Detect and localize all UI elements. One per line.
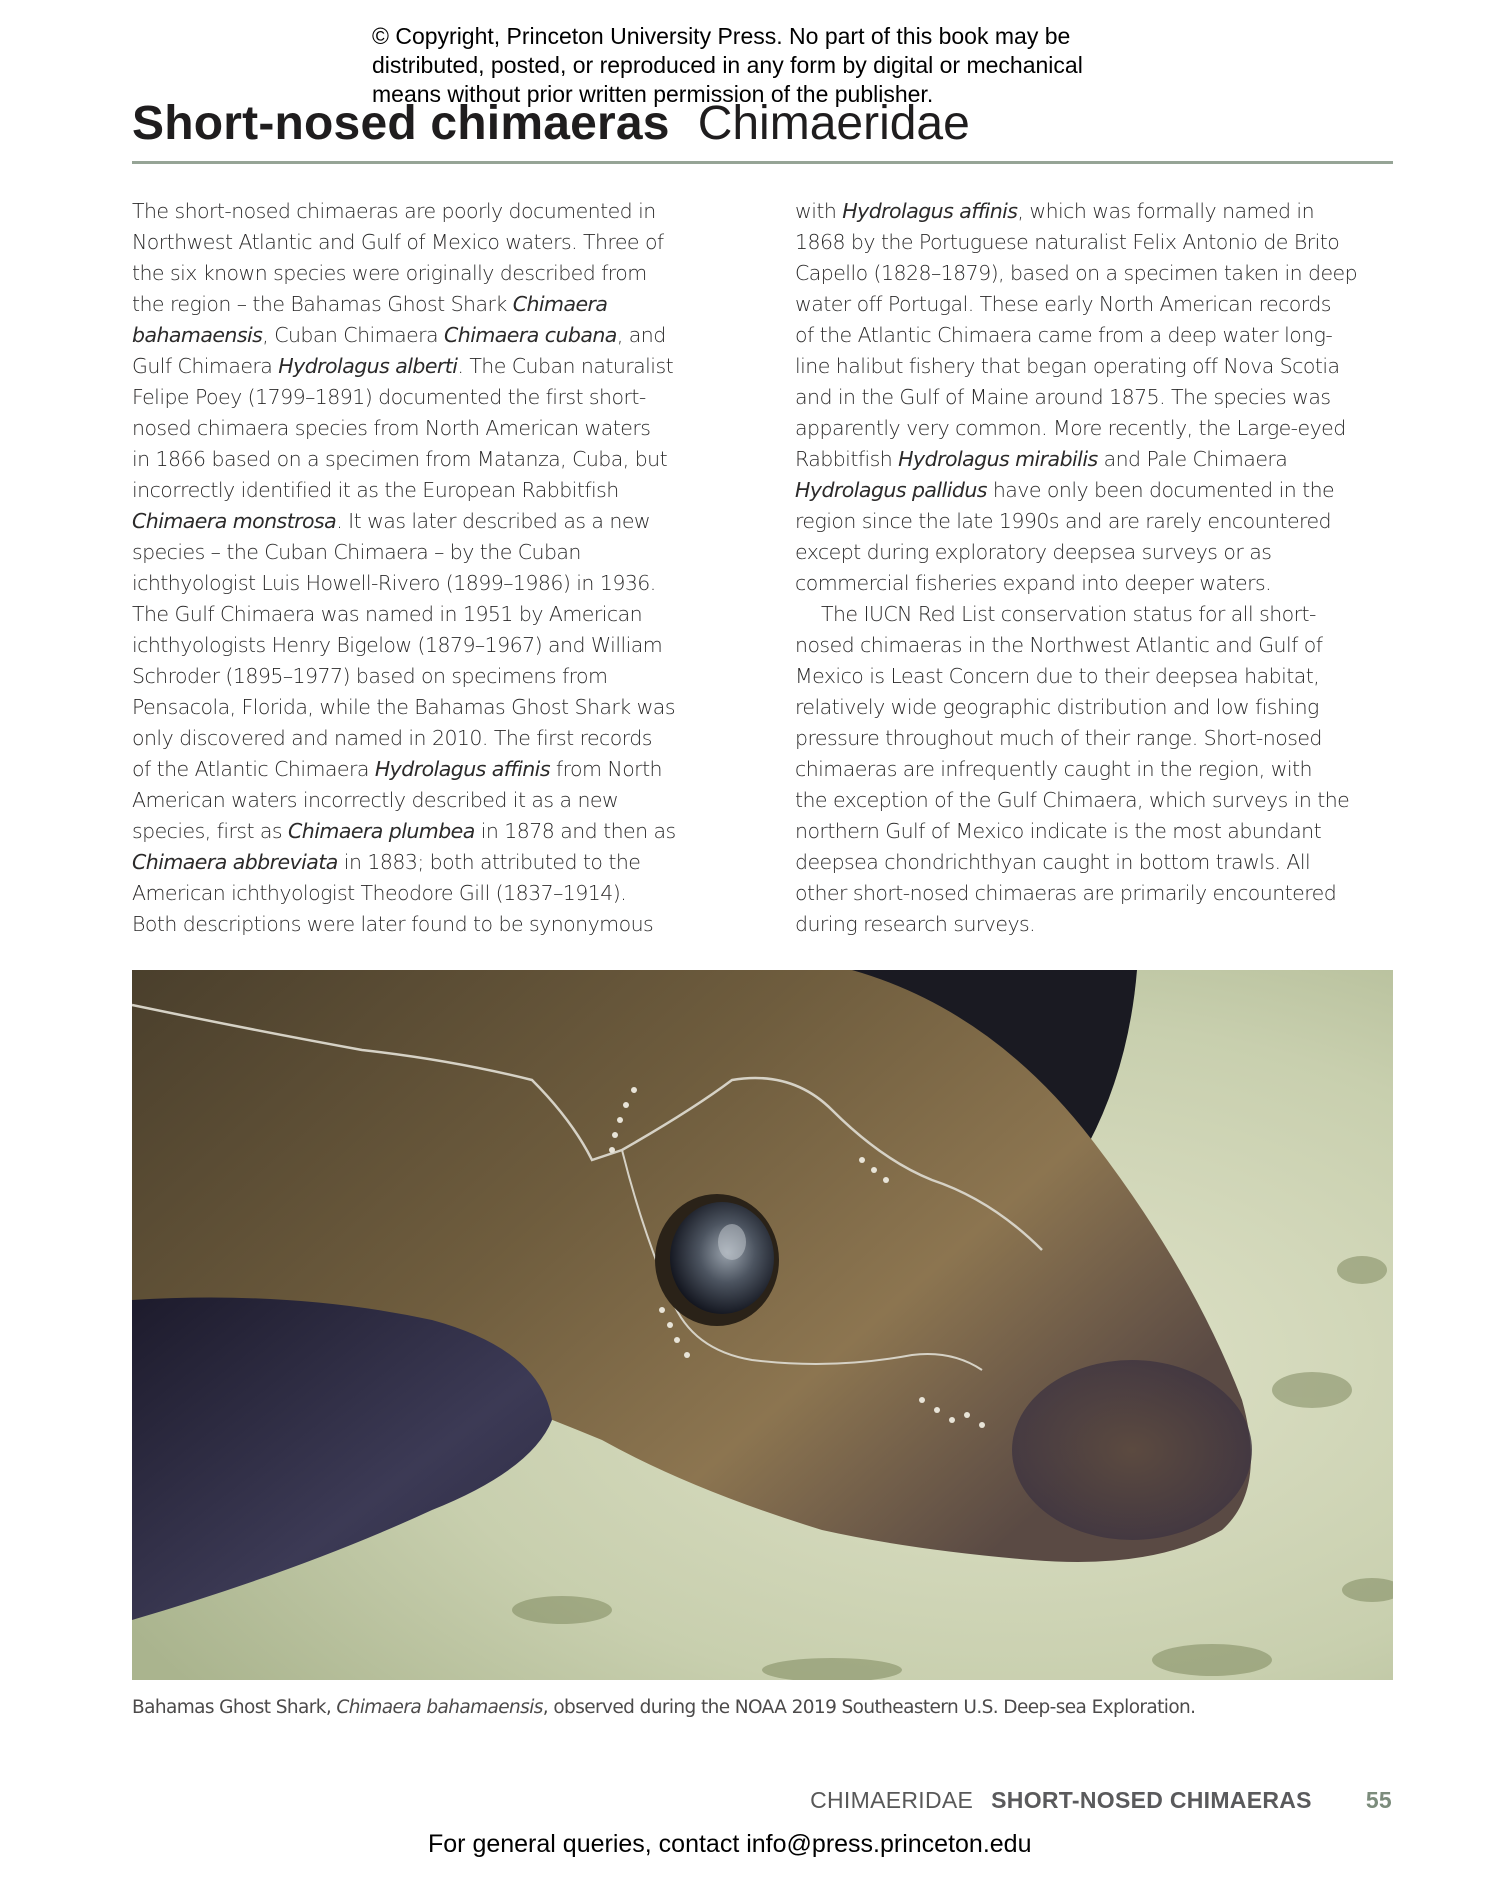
- text-run: of the Atlantic Chimaera came from a deep water long-: [795, 323, 1333, 347]
- text-line: [795, 909, 1393, 940]
- species-name: bahamaensis: [132, 323, 263, 347]
- text-line: [132, 785, 730, 816]
- text-run: , and: [616, 323, 666, 347]
- page-number: 55: [1365, 1787, 1392, 1813]
- text-line: [132, 506, 730, 537]
- text-run: commercial fisheries expand into deeper waters.: [795, 571, 1272, 595]
- species-name: Hydrolagus affinis: [842, 199, 1018, 223]
- text-run: and Pale Chimaera: [1097, 447, 1288, 471]
- text-run: , Cuban Chimaera: [262, 323, 445, 347]
- text-run: and in the Gulf of Maine around 1875. The species was: [795, 385, 1331, 409]
- text-run: ichthyologist Luis Howell-Rivero (1899–1986) in 1936.: [132, 571, 656, 595]
- text-run: American waters incorrectly described it as a new: [132, 788, 619, 812]
- text-line: [132, 289, 730, 320]
- text-run: , which was formally named in: [1017, 199, 1315, 223]
- text-run: Mexico is Least Concern due to their deepsea habitat,: [795, 664, 1320, 688]
- text-line: [132, 258, 730, 289]
- text-run: region since the late 1990s and are rarely encountered: [795, 509, 1331, 533]
- text-line: [795, 227, 1393, 258]
- species-name: Chimaera abbreviata: [132, 850, 338, 874]
- text-line: [795, 816, 1393, 847]
- text-run: Felipe Poey (1799–1891) documented the first short-: [132, 385, 646, 409]
- text-run: in 1878 and then as: [474, 819, 676, 843]
- text-line: [795, 692, 1393, 723]
- text-run: only discovered and named in 2010. The first records: [132, 726, 652, 750]
- text-line: [132, 723, 730, 754]
- species-name: Chimaera: [512, 292, 608, 316]
- text-line: [132, 196, 730, 227]
- text-line: [132, 661, 730, 692]
- text-run: nosed chimaeras in the Northwest Atlantic and Gulf of: [795, 633, 1323, 657]
- text-run: ichthyologists Henry Bigelow (1879–1967) and William: [132, 633, 663, 657]
- footer-family: CHIMAERIDAE: [810, 1787, 974, 1813]
- text-run: the region – the Bahamas Ghost Shark: [132, 292, 513, 316]
- footer-section: SHORT-NOSED CHIMAERAS: [991, 1787, 1312, 1813]
- text-run: incorrectly identified it as the European Rabbitfish: [132, 478, 619, 502]
- text-run: in 1866 based on a specimen from Matanza, Cuba, but: [132, 447, 668, 471]
- text-run: with: [795, 199, 843, 223]
- text-run: the exception of the Gulf Chimaera, which surveys in the: [795, 788, 1350, 812]
- text-line: [132, 599, 730, 630]
- text-line: [132, 630, 730, 661]
- species-name: Chimaera plumbea: [288, 819, 475, 843]
- species-name: Hydrolagus affinis: [374, 757, 550, 781]
- text-line: [795, 785, 1393, 816]
- body-text: [132, 196, 1393, 940]
- text-line: [132, 475, 730, 506]
- running-footer: [810, 1787, 1392, 1814]
- text-run: , observed during the NOAA 2019 Southeastern U.S. Deep-sea Exploration.: [542, 1697, 1196, 1718]
- copyright-line: distributed, posted, or reproduced in any form by digital or mechanical: [372, 52, 1083, 78]
- copyright-notice: [372, 22, 1152, 109]
- text-line: [795, 196, 1393, 227]
- text-run: The short-nosed chimaeras are poorly documented in: [132, 199, 656, 223]
- text-run: . The Cuban naturalist: [457, 354, 674, 378]
- species-name: Hydrolagus alberti: [278, 354, 458, 378]
- text-line: [132, 227, 730, 258]
- text-run: except during exploratory deepsea surveys or as: [795, 540, 1272, 564]
- ghost-shark-photo-illustration: [132, 970, 1393, 1680]
- text-run: northern Gulf of Mexico indicate is the most abundant: [795, 819, 1322, 843]
- text-line: [795, 320, 1393, 351]
- text-run: Rabbitfish: [795, 447, 899, 471]
- text-run: in 1883; both attributed to the: [337, 850, 641, 874]
- figure-photo: [132, 970, 1393, 1680]
- text-line: [132, 351, 730, 382]
- text-line: [795, 568, 1393, 599]
- text-run: the six known species were originally described from: [132, 261, 647, 285]
- text-line: [132, 909, 730, 940]
- text-line: [795, 661, 1393, 692]
- text-line: [795, 754, 1393, 785]
- text-line: [795, 599, 1393, 630]
- species-name: Hydrolagus mirabilis: [898, 447, 1098, 471]
- text-run: apparently very common. More recently, the Large-eyed: [795, 416, 1346, 440]
- text-line: [795, 351, 1393, 382]
- text-line: [132, 382, 730, 413]
- text-line: [795, 630, 1393, 661]
- title-common-name: Short-nosed chimaeras: [132, 97, 670, 150]
- text-line: [132, 444, 730, 475]
- text-run: The IUCN Red List conservation status for all short-: [821, 602, 1316, 626]
- text-line: [132, 847, 730, 878]
- text-run: Schroder (1895–1977) based on specimens from: [132, 664, 608, 688]
- text-run: line halibut fishery that began operating off Nova Scotia: [795, 354, 1340, 378]
- text-line: [795, 413, 1393, 444]
- copyright-line: means without prior written permission of the publisher.: [372, 81, 934, 107]
- text-line: [795, 444, 1393, 475]
- text-line: [132, 754, 730, 785]
- text-line: [132, 692, 730, 723]
- text-line: [795, 878, 1393, 909]
- text-line: [795, 723, 1393, 754]
- text-line: [795, 506, 1393, 537]
- text-line: [795, 258, 1393, 289]
- text-line: [132, 816, 730, 847]
- text-run: from North: [549, 757, 662, 781]
- left-column: [132, 196, 730, 940]
- text-run: 1868 by the Portuguese naturalist Felix Antonio de Brito: [795, 230, 1340, 254]
- figure-caption: [132, 1697, 1195, 1718]
- text-run: relatively wide geographic distribution and low fishing: [795, 695, 1319, 719]
- text-line: [132, 568, 730, 599]
- text-run: species – the Cuban Chimaera – by the Cuban: [132, 540, 581, 564]
- text-line: [132, 537, 730, 568]
- header-rule: [132, 161, 1393, 164]
- species-name: Chimaera monstrosa: [132, 509, 337, 533]
- text-run: during research surveys.: [795, 912, 1036, 936]
- text-run: of the Atlantic Chimaera: [132, 757, 375, 781]
- text-run: Pensacola, Florida, while the Bahamas Ghost Shark was: [132, 695, 675, 719]
- text-run: nosed chimaera species from North American waters: [132, 416, 651, 440]
- species-name: Hydrolagus pallidus: [795, 478, 987, 502]
- text-run: Capello (1828–1879), based on a specimen taken in deep: [795, 261, 1358, 285]
- text-run: . It was later described as a new: [336, 509, 651, 533]
- text-line: [795, 847, 1393, 878]
- text-line: [132, 413, 730, 444]
- text-run: pressure throughout much of their range. Short-nosed: [795, 726, 1322, 750]
- text-line: [132, 320, 730, 351]
- text-run: Northwest Atlantic and Gulf of Mexico waters. Three of: [132, 230, 664, 254]
- species-name: Chimaera cubana: [444, 323, 617, 347]
- text-line: [795, 475, 1393, 506]
- text-run: The Gulf Chimaera was named in 1951 by American: [132, 602, 643, 626]
- text-run: species, first as: [132, 819, 289, 843]
- text-line: [795, 382, 1393, 413]
- text-run: have only been documented in the: [986, 478, 1335, 502]
- text-line: [795, 537, 1393, 568]
- title-family-name: Chimaeridae: [697, 97, 970, 150]
- text-line: [132, 878, 730, 909]
- text-run: chimaeras are infrequently caught in the region, with: [795, 757, 1312, 781]
- text-run: Gulf Chimaera: [132, 354, 279, 378]
- right-column: [795, 196, 1393, 940]
- text-run: water off Portugal. These early North American records: [795, 292, 1331, 316]
- copyright-line: © Copyright, Princeton University Press. No part of this book may be: [372, 23, 1071, 49]
- text-run: deepsea chondrichthyan caught in bottom trawls. All: [795, 850, 1311, 874]
- text-line: [795, 289, 1393, 320]
- text-run: Both descriptions were later found to be synonymous: [132, 912, 654, 936]
- text-run: Bahamas Ghost Shark,: [132, 1697, 337, 1718]
- species-name: Chimaera bahamaensis: [336, 1697, 543, 1718]
- contact-notice: For general queries, contact info@press.princeton.edu: [428, 1830, 1032, 1858]
- text-run: other short-nosed chimaeras are primarily encountered: [795, 881, 1337, 905]
- text-run: American ichthyologist Theodore Gill (1837–1914).: [132, 881, 627, 905]
